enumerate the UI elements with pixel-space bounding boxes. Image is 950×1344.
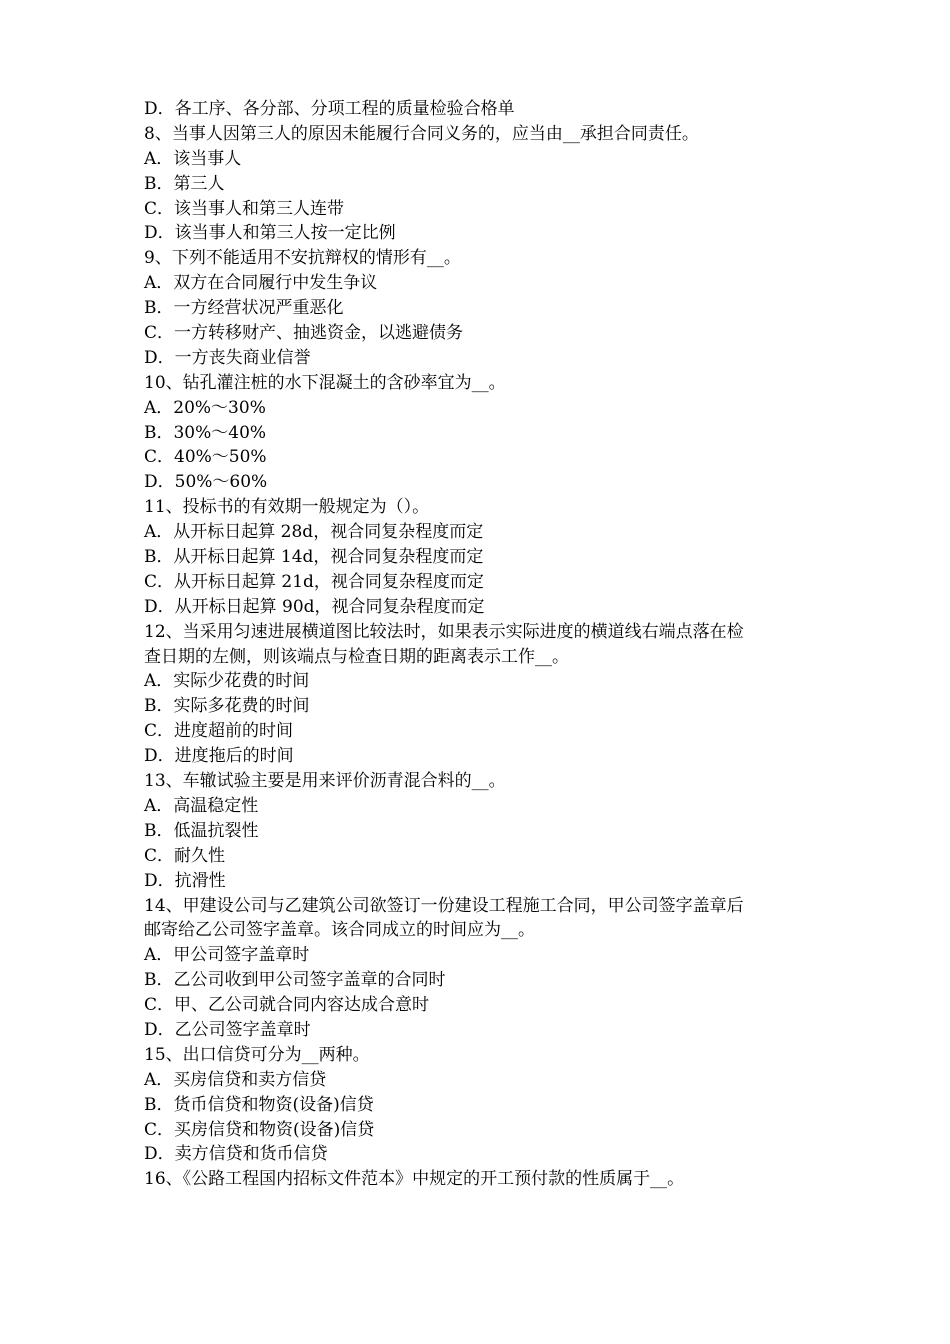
option-a: A．实际少花费的时间 bbox=[144, 671, 310, 692]
option-c: C．甲、乙公司就合同内容达成合意时 bbox=[144, 995, 430, 1016]
question-9: 9、下列不能适用不安抗辩权的情形有__。 bbox=[144, 248, 461, 269]
question-10: 10、钻孔灌注桩的水下混凝土的含砂率宜为__。 bbox=[144, 372, 506, 393]
option-d: D．卖方信贷和货币信贷 bbox=[144, 1144, 328, 1165]
question-12: 12、当采用匀速进展横道图比较法时，如果表示实际进度的横道线右端点落在检 bbox=[144, 621, 744, 642]
option-c: C．一方转移财产、抽逃资金，以逃避债务 bbox=[144, 323, 464, 344]
option-a: A．高温稳定性 bbox=[144, 795, 259, 816]
document-body bbox=[144, 97, 814, 1192]
option-b: B．一方经营状况严重恶化 bbox=[144, 298, 344, 319]
option-c: C．买房信贷和物资(设备)信贷 bbox=[144, 1119, 375, 1140]
option-c: C．进度超前的时间 bbox=[144, 721, 294, 742]
question-14: 14、甲建设公司与乙建筑公司欲签订一份建设工程施工合同，甲公司签字盖章后 bbox=[144, 895, 744, 916]
option-d: D．进度拖后的时间 bbox=[144, 746, 294, 767]
option-c: C．该当事人和第三人连带 bbox=[144, 198, 345, 219]
option-b: B．从开标日起算 14d，视合同复杂程度而定 bbox=[144, 547, 484, 568]
option-b: B．第三人 bbox=[144, 173, 225, 194]
option-d: D．各工序、各分部、分项工程的质量检验合格单 bbox=[144, 99, 515, 119]
option-d: D．乙公司签字盖章时 bbox=[144, 1019, 311, 1040]
question-8: 8、当事人因第三人的原因未能履行合同义务的，应当由__承担合同责任。 bbox=[144, 123, 699, 144]
option-c: C．从开标日起算 21d，视合同复杂程度而定 bbox=[144, 571, 484, 592]
option-a: A．从开标日起算 28d，视合同复杂程度而定 bbox=[144, 522, 484, 543]
option-b: B．乙公司收到甲公司签字盖章的合同时 bbox=[144, 970, 446, 991]
option-d: D．抗滑性 bbox=[144, 870, 226, 891]
option-b: B．30%～40% bbox=[144, 422, 267, 443]
option-a: A．该当事人 bbox=[144, 148, 242, 169]
question-16: 16、《公路工程国内招标文件范本》中规定的开工预付款的性质属于__。 bbox=[144, 1169, 685, 1190]
option-b: B．实际多花费的时间 bbox=[144, 696, 310, 717]
option-a: A．买房信贷和卖方信贷 bbox=[144, 1069, 327, 1090]
option-a: A．甲公司签字盖章时 bbox=[144, 945, 310, 966]
option-a: A．双方在合同履行中发生争议 bbox=[144, 273, 378, 294]
question-13: 13、车辙试验主要是用来评价沥青混合料的__。 bbox=[144, 771, 506, 792]
question-11: 11、投标书的有效期一般规定为（）。 bbox=[144, 497, 430, 518]
question-15: 15、出口信贷可分为__两种。 bbox=[144, 1044, 370, 1065]
option-a: A．20%～30% bbox=[144, 397, 266, 418]
option-b: B．货币信贷和物资(设备)信贷 bbox=[144, 1094, 374, 1115]
option-c: C．耐久性 bbox=[144, 845, 226, 866]
option-d: D．一方丧失商业信誉 bbox=[144, 347, 311, 368]
option-c: C．40%～50% bbox=[144, 447, 267, 468]
option-d: D．50%～60% bbox=[144, 472, 268, 493]
question-12-continued: 查日期的左侧，则该端点与检查日期的距离表示工作__。 bbox=[144, 646, 569, 667]
option-d: D．该当事人和第三人按一定比例 bbox=[144, 223, 396, 244]
option-b: B．低温抗裂性 bbox=[144, 820, 259, 841]
question-14-continued: 邮寄给乙公司签字盖章。该合同成立的时间应为__。 bbox=[144, 920, 535, 941]
option-d: D．从开标日起算 90d，视合同复杂程度而定 bbox=[144, 596, 485, 617]
